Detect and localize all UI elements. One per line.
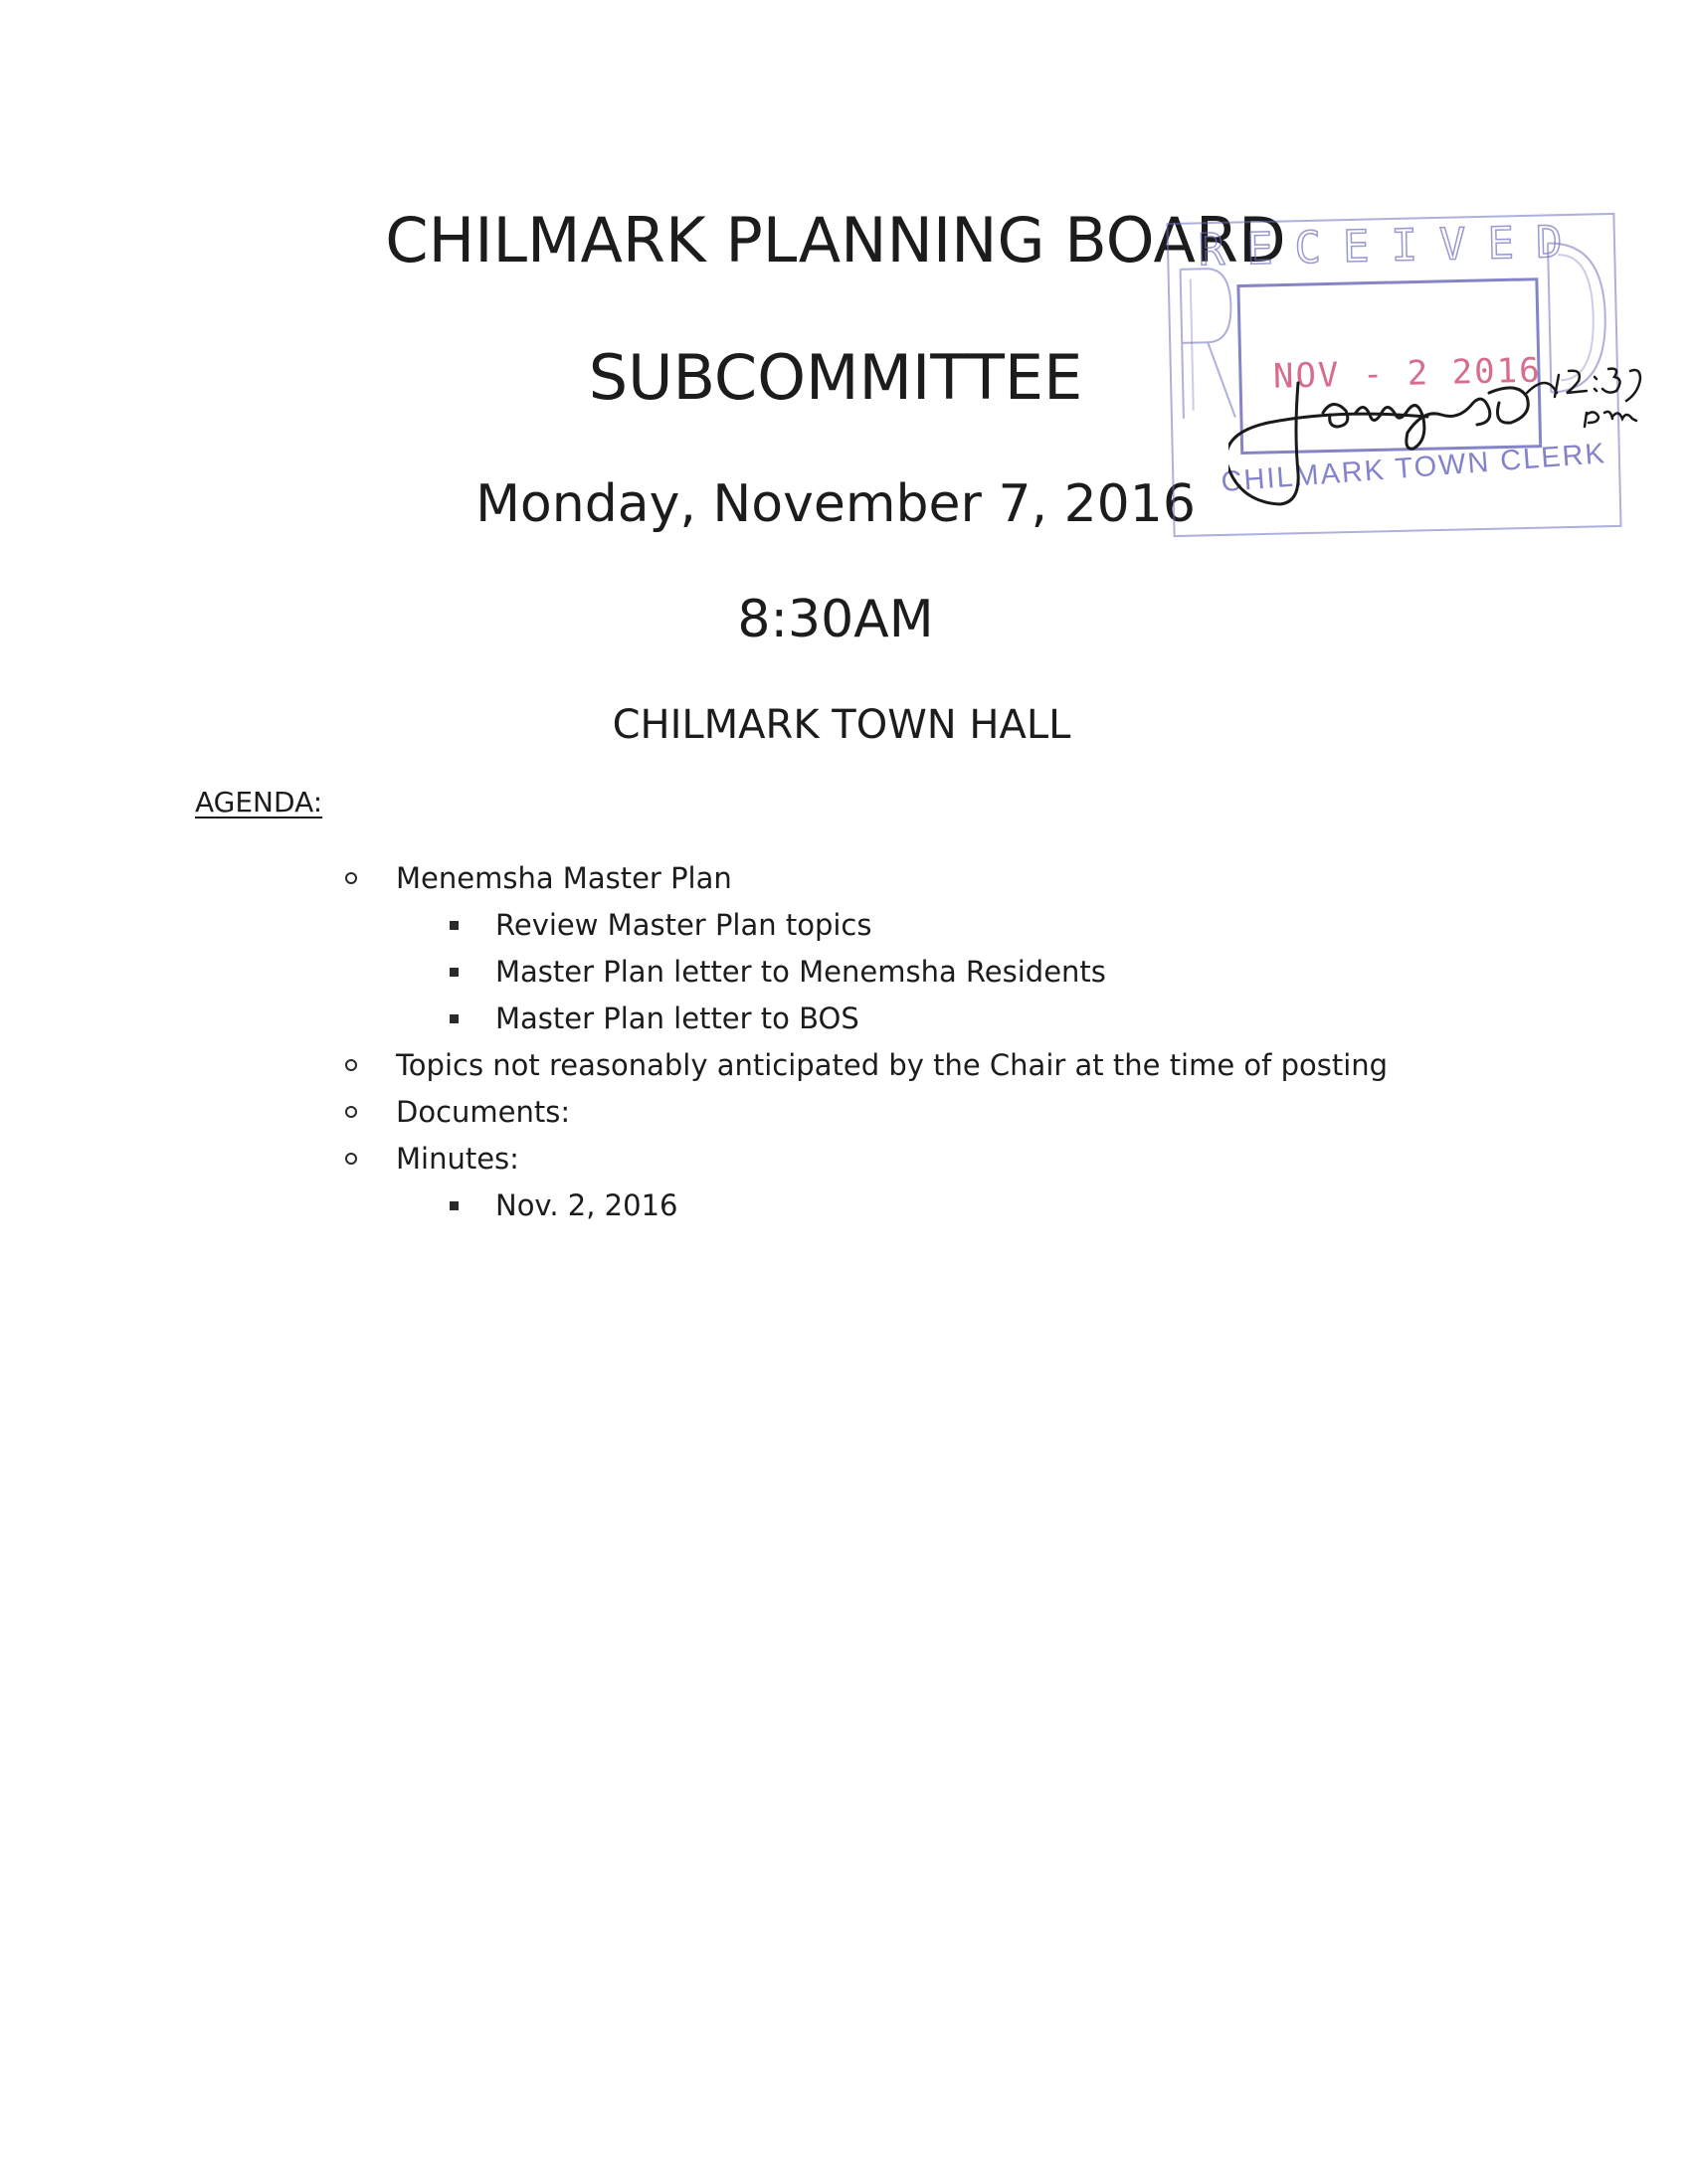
hollow-circle-bullet-icon xyxy=(345,872,357,884)
hollow-circle-bullet-icon xyxy=(345,1059,357,1071)
square-bullet-icon xyxy=(450,1014,459,1023)
clerk-signature-icon xyxy=(1228,350,1666,522)
agenda-subitem-text: Master Plan letter to BOS xyxy=(495,1001,859,1035)
stamp-date: NOV - 2 2016 xyxy=(1272,350,1543,397)
board-title: CHILMARK PLANNING BOARD xyxy=(385,204,1286,276)
subcommittee-title: SUBCOMMITTEE xyxy=(588,341,1083,414)
square-bullet-icon xyxy=(450,921,459,930)
agenda-item-text: Documents: xyxy=(396,1095,571,1129)
agenda-item-text: Minutes: xyxy=(396,1142,519,1176)
agenda-subitem xyxy=(0,1183,1691,1229)
agenda-item-text: Menemsha Master Plan xyxy=(396,861,732,895)
agenda-item-text: Topics not reasonably anticipated by the Chair at the time of posting xyxy=(396,1048,1389,1082)
hollow-circle-bullet-icon xyxy=(345,1106,357,1118)
agenda-list xyxy=(0,855,1691,1229)
agenda-subitem xyxy=(0,902,1691,949)
stamp-clerk-text: CHILMARK TOWN CLERK xyxy=(1220,438,1607,499)
agenda-label: AGENDA: xyxy=(195,786,323,819)
agenda-subitem-text: Nov. 2, 2016 xyxy=(495,1188,678,1222)
agenda-item xyxy=(0,1042,1691,1089)
meeting-location: CHILMARK TOWN HALL xyxy=(612,702,1071,748)
agenda-subitem-text: Master Plan letter to Menemsha Residents xyxy=(495,955,1106,989)
stamp-received-text: RECEIVED xyxy=(1198,216,1586,276)
meeting-date: Monday, November 7, 2016 xyxy=(475,474,1196,534)
agenda-item xyxy=(0,1089,1691,1136)
square-bullet-icon xyxy=(450,968,459,977)
agenda-subitem-text: Review Master Plan topics xyxy=(495,908,872,942)
agenda-subitem xyxy=(0,949,1691,996)
meeting-time: 8:30AM xyxy=(737,590,934,649)
agenda-item xyxy=(0,1136,1691,1183)
agenda-subitem xyxy=(0,996,1691,1042)
square-bullet-icon xyxy=(450,1201,459,1210)
hollow-circle-bullet-icon xyxy=(345,1153,357,1165)
agenda-item xyxy=(0,855,1691,902)
